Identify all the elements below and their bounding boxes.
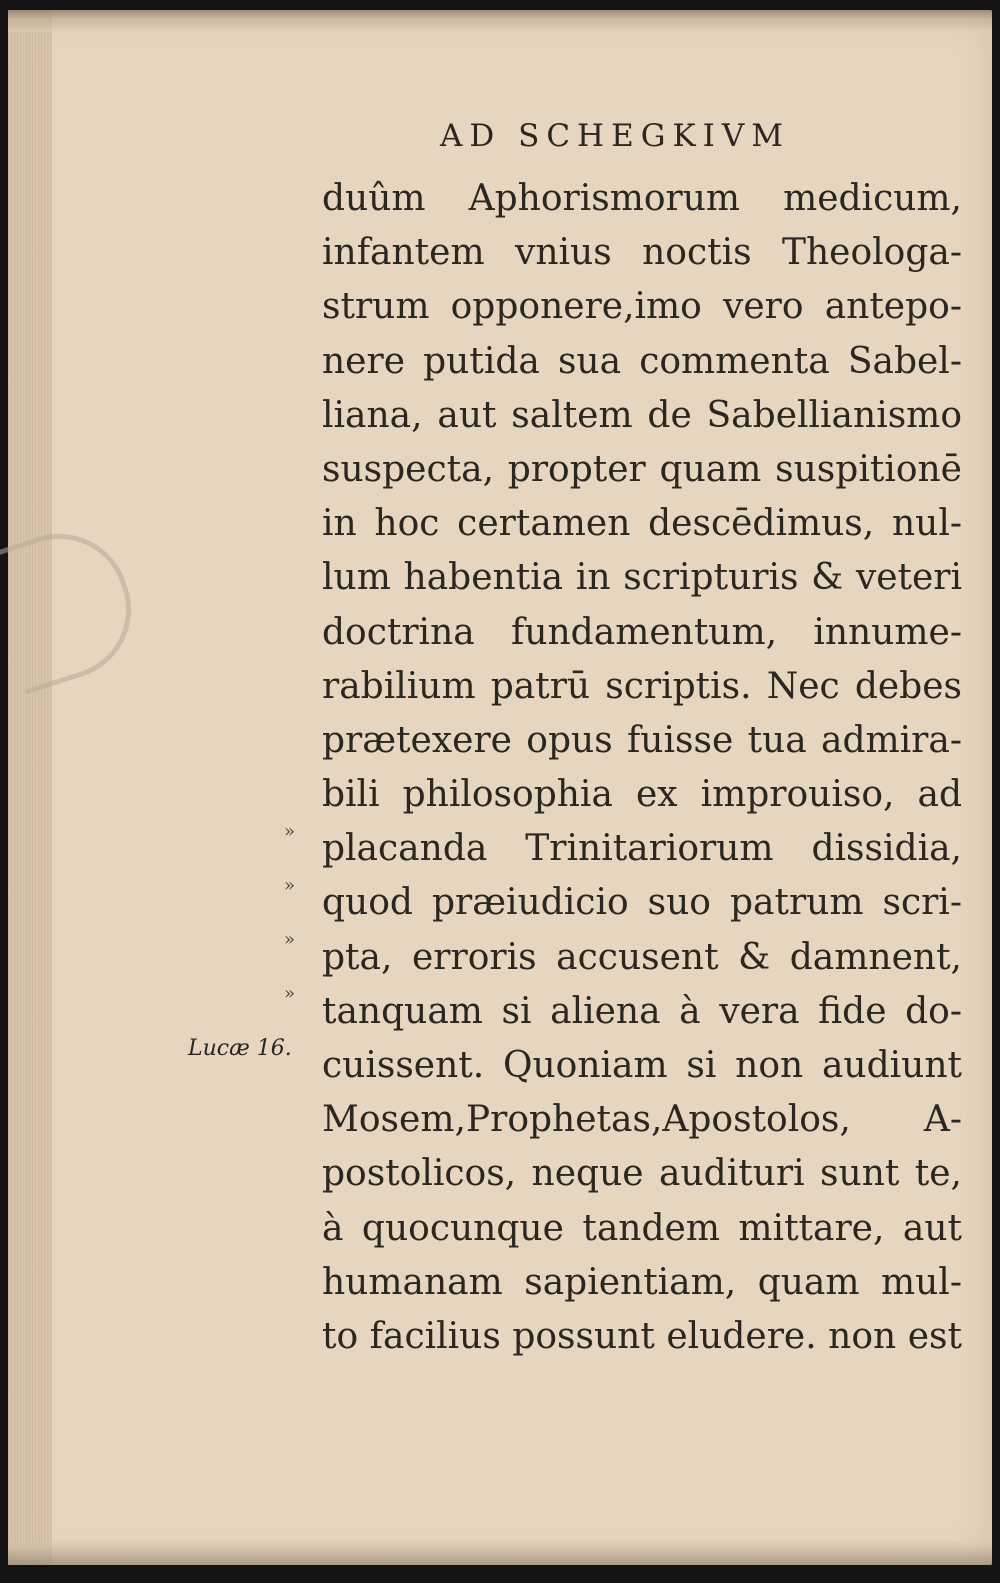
text-line: bili philosophia ex improuiso, ad: [322, 774, 962, 816]
text-line: duûm Aphorismorum medicum,: [322, 178, 962, 219]
text-line: postolicos, neque audituri sunt te,: [322, 1153, 962, 1195]
page-bottom-edge: [8, 1540, 992, 1565]
text-line: humanam sapientiam, quam mul-: [322, 1261, 962, 1303]
text-line: rabilium patrū scriptis. Nec debes: [322, 665, 962, 707]
text-line: placanda Trinitariorum dissidia,: [322, 828, 962, 870]
text-line: prætexere opus fuisse tua admira-: [322, 719, 962, 761]
text-line: doctrina fundamentum, innume-: [322, 611, 962, 653]
page-top-edge: [8, 10, 992, 32]
text-line: liana, aut saltem de Sabellianismo: [322, 394, 962, 436]
text-line: in hoc certamen descēdimus, nul-: [322, 503, 962, 545]
text-line: lum habentia in scripturis & veteri: [322, 557, 962, 599]
quote-mark: »: [284, 929, 296, 950]
margin-note: Lucæ 16.: [188, 1036, 292, 1061]
page-fore-edge: [8, 10, 52, 1565]
text-line: tanquam si aliena à vera fide do-: [322, 990, 962, 1032]
text-line: pta, erroris accusent & damnent,: [322, 936, 962, 978]
text-line: nere putida sua commenta Sabel-: [322, 340, 962, 382]
text-line: infantem vnius noctis Theologa-: [322, 232, 962, 274]
text-line: Mosem,Prophetas,Apostolos, A-: [322, 1099, 962, 1141]
running-header: AD SCHEGKIVM: [440, 118, 791, 154]
text-line: à quocunque tandem mittare, aut: [322, 1207, 962, 1249]
quote-mark: »: [284, 821, 296, 842]
body-text: [322, 172, 962, 1364]
text-line: strum opponere,imo vero antepo-: [322, 286, 962, 328]
text-line: to facilius possunt eludere. non est: [322, 1315, 962, 1357]
quote-mark: »: [284, 875, 296, 896]
quote-mark: »: [284, 983, 296, 1004]
text-line: cuissent. Quoniam si non audiunt: [322, 1045, 962, 1086]
text-line: quod præiudicio suo patrum scri-: [322, 882, 962, 924]
text-line: suspecta, propter quam suspitionē: [322, 448, 962, 490]
